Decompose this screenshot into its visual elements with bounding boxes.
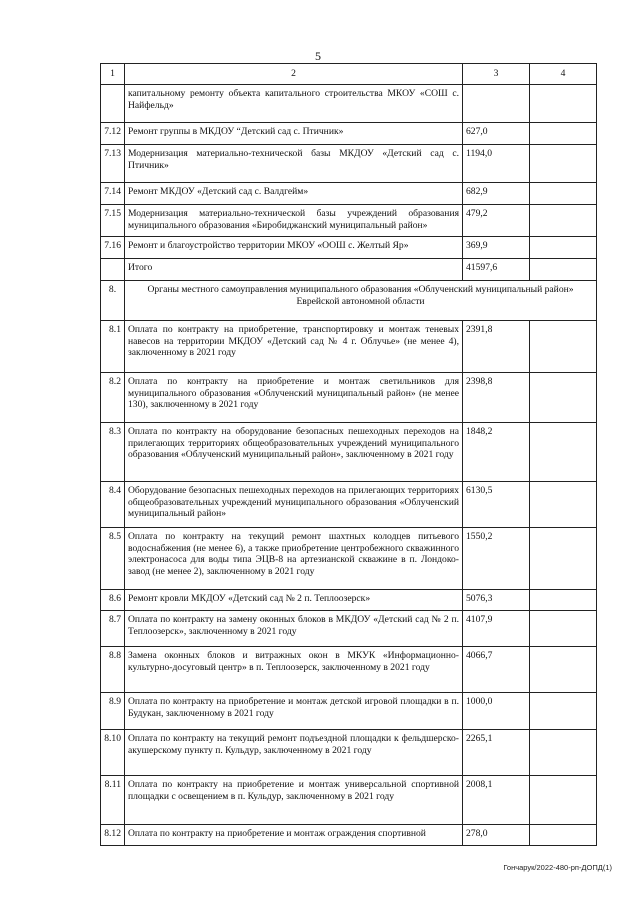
table-row: [101, 237, 597, 259]
row-number: [101, 85, 125, 123]
table-row: [101, 123, 597, 145]
row-description: Ремонт группы в МКДОУ “Детский сад с. Птичник»: [125, 123, 463, 145]
row-amount: 479,2: [463, 205, 530, 237]
table-row: [101, 85, 597, 123]
row-amount: 41597,6: [463, 259, 530, 281]
header-col-1: 1: [101, 64, 125, 85]
row-amount: 4107,9: [463, 611, 530, 647]
row-col4: [530, 611, 597, 647]
table-row: [101, 145, 597, 183]
row-number: 7.13: [101, 145, 125, 183]
row-col4: [530, 259, 597, 281]
row-amount: 2265,1: [463, 730, 530, 776]
row-number: 7.12: [101, 123, 125, 145]
row-description: Ремонт и благоустройство территории МКОУ «ООШ с. Желтый Яр»: [125, 237, 463, 259]
row-amount: 5076,3: [463, 590, 530, 611]
row-number: 8.12: [101, 825, 125, 846]
row-description: Оборудование безопасных пешеходных переходов на прилегающих территориях общеобразовательных учреждений муниципального образования «Облученский муниципальный район»: [125, 482, 463, 528]
section-number: 8.: [101, 281, 125, 321]
row-number: 8.8: [101, 647, 125, 693]
row-col4: [530, 237, 597, 259]
row-col4: [530, 693, 597, 730]
header-col-3: 3: [463, 64, 530, 85]
section-title: Органы местного самоуправления муниципального образования «Облученский муниципальный район» Еврейской автономной области: [125, 281, 597, 321]
row-number: 8.3: [101, 423, 125, 482]
row-description: Замена оконных блоков и витражных окон в МКУК «Информационно-культурно-досуговый центр» в п. Теплоозерск, заключенному в 2021 году: [125, 647, 463, 693]
row-number: 8.9: [101, 693, 125, 730]
row-description: Модернизация материально-технической базы МКДОУ «Детский сад с. Птичник»: [125, 145, 463, 183]
section-row: [101, 281, 597, 321]
row-description: Оплата по контракту на оборудование безопасных пешеходных переходов на прилегающих территориях общеобразовательных учреждений муниципального образования «Облученский муниципальный район», заключенному в 2021 году: [125, 423, 463, 482]
row-col4: [530, 776, 597, 825]
row-number: 8.7: [101, 611, 125, 647]
row-description: Оплата по контракту на текущий ремонт шахтных колодцев питьевого водоснабжения (не менее 6), а также приобретение центробежного скважинного электронасоса для воды типа ЭЦВ-8 на артезианской скважине в п. Лондоко-завод (не менее 2), заключенному в 2021 году: [125, 528, 463, 590]
row-number: 8.4: [101, 482, 125, 528]
row-col4: [530, 123, 597, 145]
row-amount: 2008,1: [463, 776, 530, 825]
row-amount: 1194,0: [463, 145, 530, 183]
row-col4: [530, 825, 597, 846]
budget-table: [100, 63, 597, 846]
table-row: [101, 825, 597, 846]
table-body-section-8: [101, 321, 597, 846]
table-row: [101, 259, 597, 281]
row-number: 7.14: [101, 183, 125, 205]
row-amount: 6130,5: [463, 482, 530, 528]
row-col4: [530, 730, 597, 776]
row-col4: [530, 145, 597, 183]
row-description: Оплата по контракту на приобретение и монтаж ограждения спортивной: [125, 825, 463, 846]
row-description: Ремонт МКДОУ «Детский сад с. Валдгейм»: [125, 183, 463, 205]
table-row: [101, 693, 597, 730]
table-row: [101, 321, 597, 373]
row-amount: 369,9: [463, 237, 530, 259]
row-number: 7.15: [101, 205, 125, 237]
row-number: 8.6: [101, 590, 125, 611]
row-col4: [530, 423, 597, 482]
row-description: Ремонт кровли МКДОУ «Детский сад № 2 п. Теплоозерск»: [125, 590, 463, 611]
row-col4: [530, 205, 597, 237]
row-amount: 1000,0: [463, 693, 530, 730]
row-description: Модернизация материально-технической базы учреждений образования муниципального образования «Биробиджанский муниципальный район»: [125, 205, 463, 237]
row-amount: 4066,7: [463, 647, 530, 693]
row-amount: 2391,8: [463, 321, 530, 373]
row-amount: 682,9: [463, 183, 530, 205]
row-amount: [463, 85, 530, 123]
row-number: 8.11: [101, 776, 125, 825]
table-header-row: [101, 64, 597, 85]
row-col4: [530, 528, 597, 590]
table-row: [101, 205, 597, 237]
row-number: 8.5: [101, 528, 125, 590]
table-row: [101, 611, 597, 647]
table-row: [101, 776, 597, 825]
row-col4: [530, 183, 597, 205]
table-row: [101, 183, 597, 205]
row-amount: 278,0: [463, 825, 530, 846]
row-description: Оплата по контракту на приобретение, транспортировку и монтаж теневых навесов на территории МКДОУ «Детский сад № 4 г. Облучье» (не менее 4), заключенному в 2021 году: [125, 321, 463, 373]
table-body-section-7: [101, 85, 597, 281]
table-row: [101, 730, 597, 776]
row-col4: [530, 590, 597, 611]
row-number: 8.10: [101, 730, 125, 776]
table-section-header: [101, 281, 597, 321]
table-row: [101, 482, 597, 528]
row-col4: [530, 85, 597, 123]
page-number: 5: [315, 49, 321, 63]
row-col4: [530, 647, 597, 693]
row-number: 8.2: [101, 373, 125, 423]
table-row: [101, 647, 597, 693]
row-description: Оплата по контракту на приобретение и монтаж универсальной спортивной площадки с освещением в п. Кульдур, заключенному в 2021 году: [125, 776, 463, 825]
table-row: [101, 590, 597, 611]
row-description: капитальному ремонту объекта капитального строительства МКОУ «СОШ с. Найфельд»: [125, 85, 463, 123]
row-amount: 1848,2: [463, 423, 530, 482]
row-number: 7.16: [101, 237, 125, 259]
row-description: Оплата по контракту на приобретение и монтаж светильников для муниципального образования «Облученский муниципальный район» (не менее 130), заключенному в 2021 году: [125, 373, 463, 423]
table-row: [101, 373, 597, 423]
header-col-2: 2: [125, 64, 463, 85]
row-description: Итого: [125, 259, 463, 281]
table-row: [101, 423, 597, 482]
row-amount: 1550,2: [463, 528, 530, 590]
row-amount: 627,0: [463, 123, 530, 145]
row-description: Оплата по контракту на приобретение и монтаж детской игровой площадки в п. Будукан, заключенному в 2021 году: [125, 693, 463, 730]
row-number: [101, 259, 125, 281]
row-col4: [530, 321, 597, 373]
row-col4: [530, 373, 597, 423]
row-amount: 2398,8: [463, 373, 530, 423]
header-col-4: 4: [530, 64, 597, 85]
row-col4: [530, 482, 597, 528]
row-number: 8.1: [101, 321, 125, 373]
table-row: [101, 528, 597, 590]
row-description: Оплата по контракту на замену оконных блоков в МКДОУ «Детский сад № 2 п. Теплоозерск», заключенному в 2021 году: [125, 611, 463, 647]
document-footer-code: Гончарук/2022-480-рп-ДОПД(1): [503, 863, 612, 872]
row-description: Оплата по контракту на текущий ремонт подъездной площадки к фельдшерско-акушерскому пункту п. Кульдур, заключенному в 2021 году: [125, 730, 463, 776]
